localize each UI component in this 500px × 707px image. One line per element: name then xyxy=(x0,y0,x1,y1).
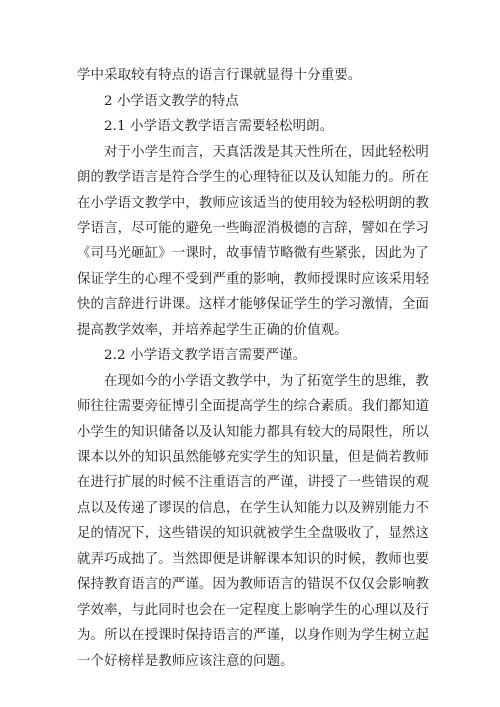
paragraph-line: 在进行扩展的时候不注重语言的严谨，讲授了一些错误的观 xyxy=(77,475,430,490)
paragraph-line: 保持教育语言的严谨。因为教师语言的错误不仅仅会影响教 xyxy=(77,577,430,592)
paragraph-line: 保证学生的心理不受到严重的影响，教师授课时应该采用轻 xyxy=(77,272,430,287)
paragraph-line: 点以及传递了谬误的信息，在学生认知能力以及辨别能力不 xyxy=(77,501,430,516)
paragraph-line: 为。所以在授课时保持语言的严谨，以身作则为学生树立起 xyxy=(77,628,430,643)
paragraph-line: 在现如今的小学语文教学中，为了拓宽学生的思维，教 xyxy=(104,374,429,389)
paragraph-line: 快的言辞进行讲课。这样才能够保证学生的学习激情，全面 xyxy=(77,297,430,312)
paragraph-line: 师往往需要旁征博引全面提高学生的综合素质。我们都知道 xyxy=(77,399,430,414)
paragraph-line: 对于小学生而言，天真活泼是其天性所在，因此轻松明 xyxy=(104,145,429,160)
paragraph-line: 学效率，与此同时也会在一定程度上影响学生的心理以及行 xyxy=(77,603,430,618)
paragraph-line: 《司马光砸缸》一课时，故事情节略微有些紧张，因此为了 xyxy=(77,246,430,261)
section-heading: 2 小学语文教学的特点 xyxy=(104,94,239,109)
paragraph-line: 提高教学效率，并培养起学生正确的价值观。 xyxy=(77,323,348,338)
paragraph-line: 足的情况下，这些错误的知识就被学生全盘吸收了，显然这 xyxy=(77,526,430,541)
paragraph-line: 一个好榜样是教师应该注意的问题。 xyxy=(77,654,294,669)
subsection-heading: 2.1 小学语文教学语言需要轻松明朗。 xyxy=(104,119,334,134)
paragraph-line: 在小学语文教学中，教师应该适当的使用较为轻松明朗的教 xyxy=(77,196,430,211)
paragraph-line: 就弄巧成拙了。当然即便是讲解课本知识的时候，教师也要 xyxy=(77,552,430,567)
paragraph-line: 学语言，尽可能的避免一些晦涩消极德的言辞，譬如在学习 xyxy=(77,221,430,236)
paragraph-line: 小学生的知识储备以及认知能力都具有较大的局限性，所以 xyxy=(77,425,430,440)
paragraph-line: 学中采取较有特点的语言行课就显得十分重要。 xyxy=(77,68,362,83)
paragraph-line: 朗的教学语言是符合学生的心理特征以及认知能力的。所在 xyxy=(77,170,430,185)
paragraph-line: 课本以外的知识虽然能够充实学生的知识量，但是倘若教师 xyxy=(77,450,430,465)
subsection-heading: 2.2 小学语文教学语言需要严谨。 xyxy=(104,348,307,363)
